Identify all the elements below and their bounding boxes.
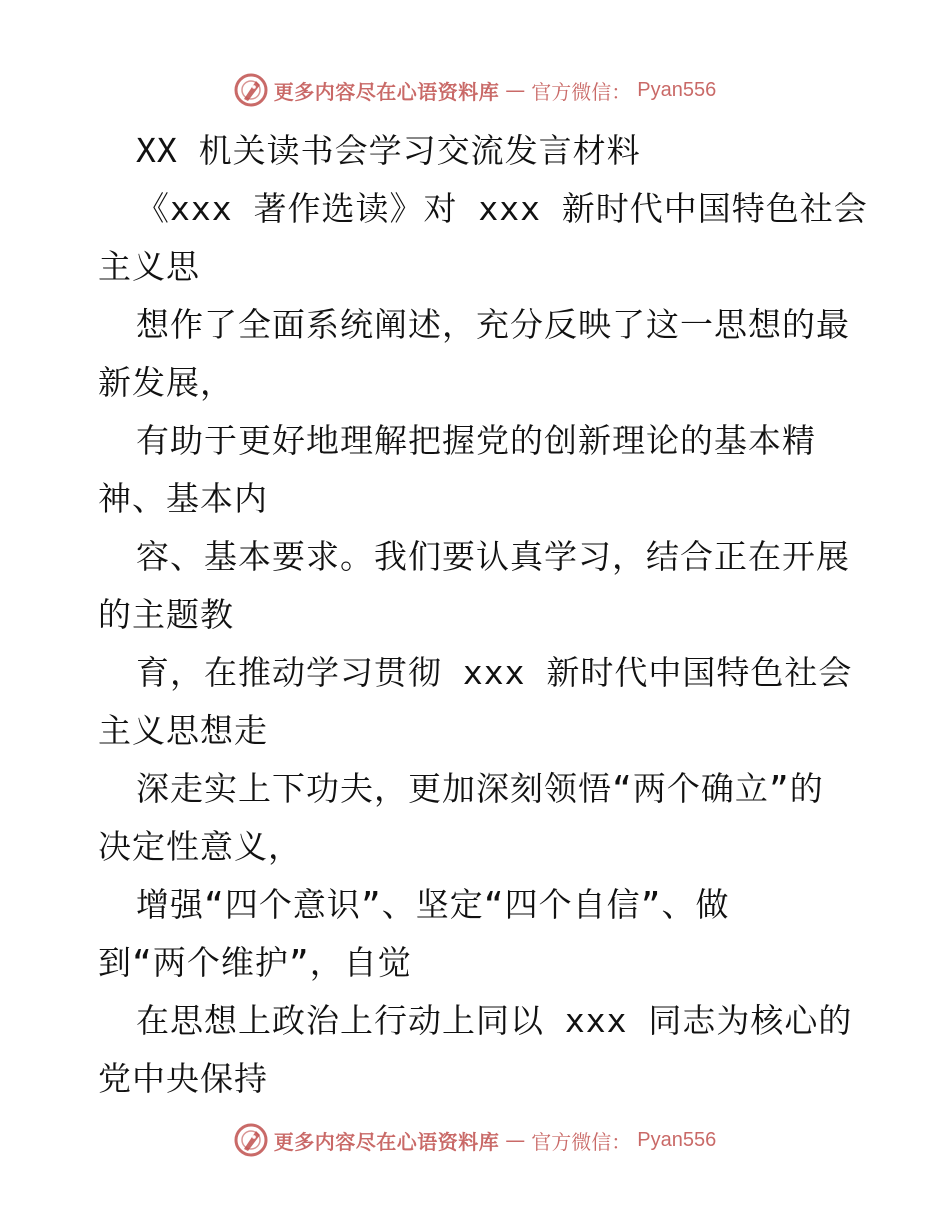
text-line: 决定性意义， (98, 827, 302, 866)
text-line: 在思想上政治上行动上同以 xxx 同志为核心的 (136, 1001, 853, 1040)
text-line: 到“两个维护”，自觉 (98, 943, 412, 982)
text-line: 想作了全面系统阐述，充分反映了这一思想的最 (136, 305, 850, 344)
text-line: 神、基本内 (98, 479, 268, 518)
text-line: 的主题教 (98, 595, 234, 634)
watermark-brand: 更多内容尽在心语资料库 (273, 1129, 500, 1154)
watermark-separator: — (505, 1128, 526, 1152)
text-line: 党中央保持 (98, 1059, 268, 1098)
watermark-wechat-id: Pyan556 (637, 78, 717, 101)
watermark-header (0, 70, 950, 110)
watermark-wechat-label: 官方微信： (531, 79, 632, 104)
watermark-separator: — (505, 78, 526, 102)
watermark-brand: 更多内容尽在心语资料库 (273, 79, 500, 104)
document-body (98, 122, 868, 1108)
watermark-footer (0, 1120, 950, 1160)
text-line: 主义思想走 (98, 711, 268, 750)
text-line: 新发展， (98, 363, 234, 402)
text-line: 深走实上下功夫，更加深刻领悟“两个确立”的 (136, 769, 824, 808)
text-line: 《xxx 著作选读》对 xxx 新时代中国特色社会 (136, 189, 868, 228)
text-line: 有助于更好地理解把握党的创新理论的基本精 (136, 421, 816, 460)
text-line: 主义思 (98, 247, 200, 286)
pen-nib-logo-icon (234, 73, 268, 107)
document-title: XX 机关读书会学习交流发言材料 (136, 131, 641, 170)
watermark-wechat-label: 官方微信： (531, 1129, 632, 1154)
text-line: 育，在推动学习贯彻 xxx 新时代中国特色社会 (136, 653, 853, 692)
pen-nib-logo-icon (234, 1123, 268, 1157)
text-line: 容、基本要求。我们要认真学习，结合正在开展 (136, 537, 850, 576)
text-line: 增强“四个意识”、坚定“四个自信”、做 (136, 885, 730, 924)
watermark-wechat-id: Pyan556 (637, 1128, 717, 1151)
